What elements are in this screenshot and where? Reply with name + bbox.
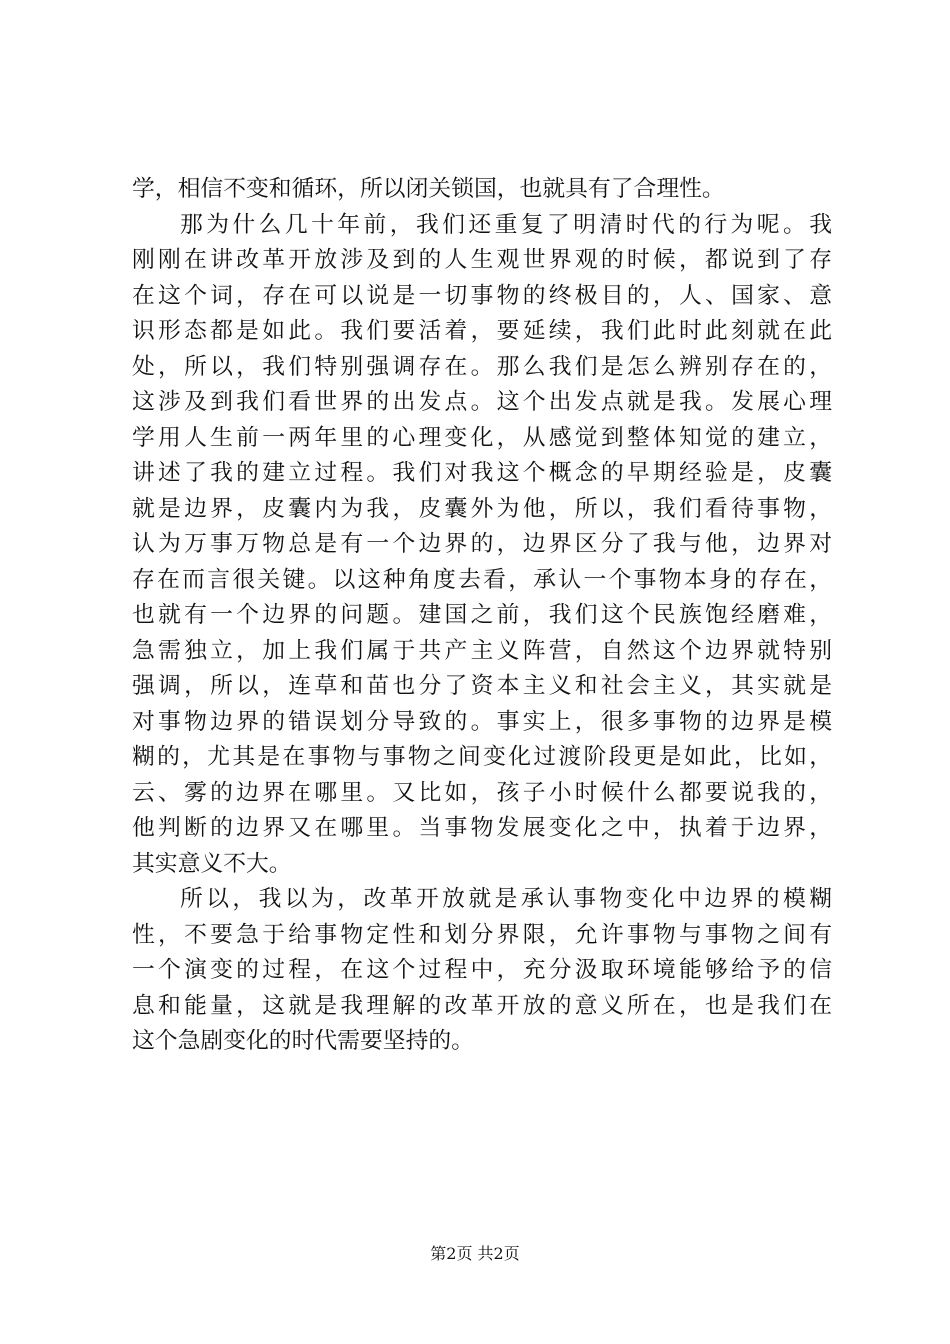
paragraph-end-line: 其实意义不大。 <box>132 850 292 877</box>
text-line: 一个演变的过程，在这个过程中，充分汲取环境能够给予的信 <box>132 957 832 983</box>
text-line: 学用人生前一两年里的心理变化，从感觉到整体知觉的建立， <box>132 424 832 451</box>
paragraph-end-line: 这个急剧变化的时代需要坚持的。 <box>132 1028 474 1054</box>
paragraph-start-line: 所以，我以为，改革开放就是承认事物变化中边界的模糊 <box>180 886 832 912</box>
body-text <box>132 172 832 1060</box>
text-line: 急需独立，加上我们属于共产主义阵营，自然这个边界就特别 <box>132 637 832 664</box>
text-line: 在这个词，存在可以说是一切事物的终极目的，人、国家、意 <box>132 282 832 309</box>
text-line: 云、雾的边界在哪里。又比如，孩子小时候什么都要说我的， <box>132 779 832 806</box>
text-line: 强调，所以，连草和苗也分了资本主义和社会主义，其实就是 <box>132 673 832 699</box>
text-line: 讲述了我的建立过程。我们对我这个概念的早期经验是，皮囊 <box>132 460 832 486</box>
text-line: 他判断的边界又在哪里。当事物发展变化之中，执着于边界， <box>132 815 832 841</box>
text-line: 就是边界，皮囊内为我，皮囊外为他，所以，我们看待事物， <box>132 495 832 522</box>
text-line: 识形态都是如此。我们要活着，要延续，我们此时此刻就在此 <box>132 318 832 344</box>
text-line: 处，所以，我们特别强调存在。那么我们是怎么辨别存在的， <box>132 353 832 380</box>
text-line: 这涉及到我们看世界的出发点。这个出发点就是我。发展心理 <box>132 389 832 415</box>
text-line: 也就有一个边界的问题。建国之前，我们这个民族饱经磨难， <box>132 602 832 628</box>
text-line: 刚刚在讲改革开放涉及到的人生观世界观的时候，都说到了存 <box>132 247 832 273</box>
text-line: 存在而言很关键。以这种角度去看，承认一个事物本身的存在， <box>132 566 832 593</box>
text-line: 息和能量，这就是我理解的改革开放的意义所在，也是我们在 <box>132 992 832 1019</box>
text-line: 学，相信不变和循环，所以闭关锁国，也就具有了合理性。 <box>132 176 725 202</box>
text-line: 认为万事万物总是有一个边界的，边界区分了我与他，边界对 <box>132 531 832 557</box>
paragraph-start-line: 那为什么几十年前，我们还重复了明清时代的行为呢。我 <box>180 211 832 238</box>
text-line: 性，不要急于给事物定性和划分界限，允许事物与事物之间有 <box>132 921 832 948</box>
text-line: 对事物边界的错误划分导致的。事实上，很多事物的边界是模 <box>132 708 832 735</box>
text-line: 糊的，尤其是在事物与事物之间变化过渡阶段更是如此，比如， <box>132 744 832 770</box>
page-number-footer: 第2页 共2页 <box>430 1244 520 1263</box>
